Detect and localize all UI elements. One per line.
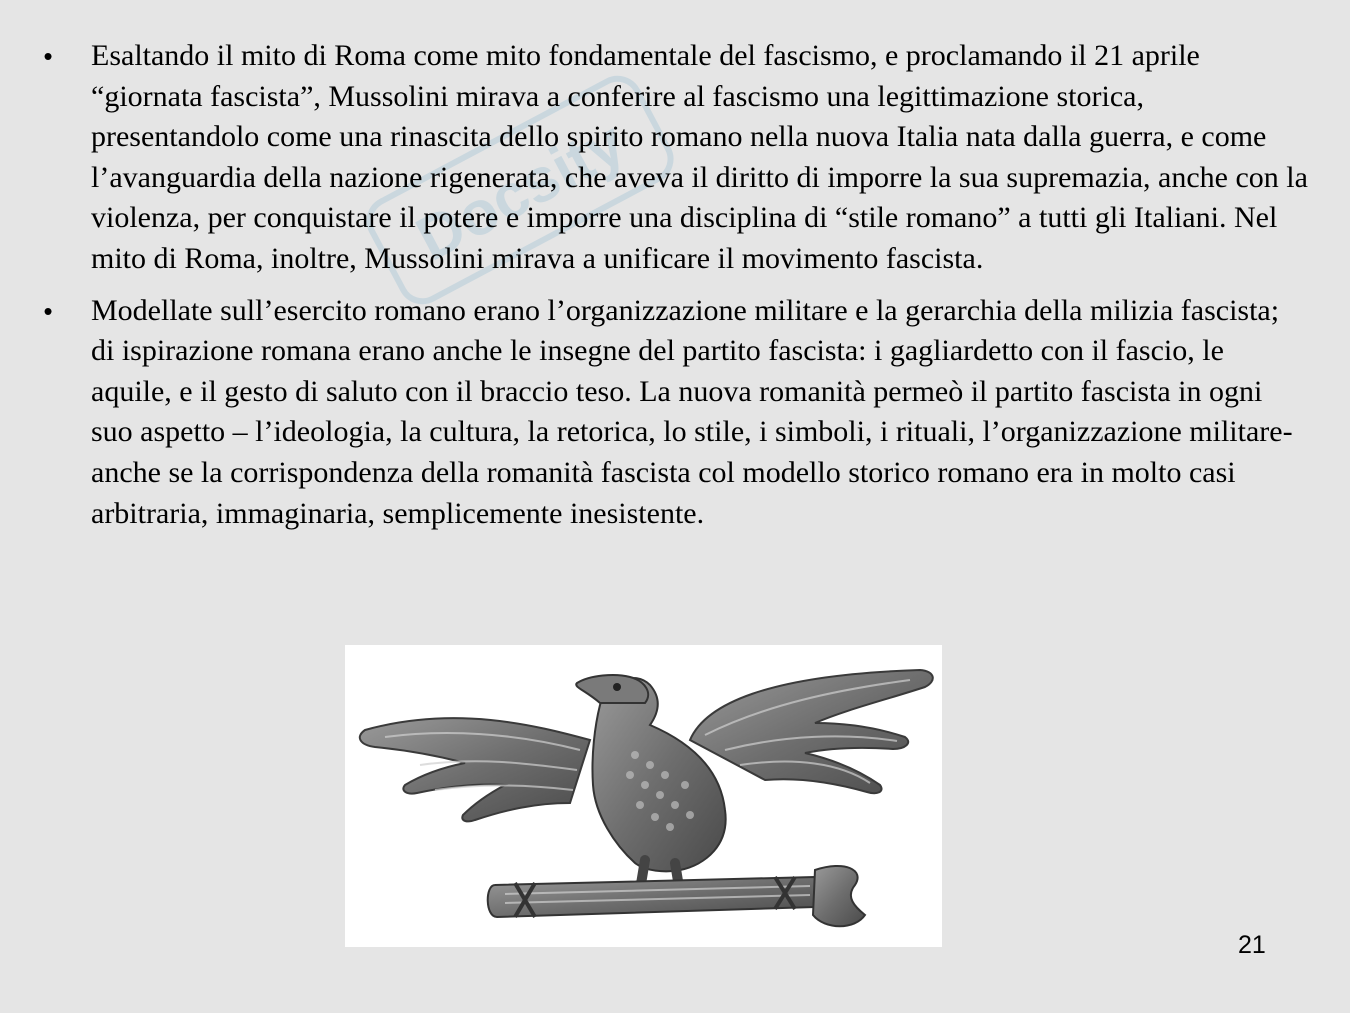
bullet-text: Esaltando il mito di Roma come mito fondamentale del fascismo, e proclamando il 21 aprile “giornata fascista”, Mussolini mirava a conferire al fascismo una legittimazione storica, presentandolo come una rinascita dello spirito romano nella nuova Italia nata dalla guerra, e come l’avanguardia della nazione rigenerata, che aveva il diritto di imporre la sua supremazia, anche con la violenza, per conquistare il potere e imporre una disciplina di “stile romano” a tutti gli Italiani. Nel mito di Roma, inoltre, Mussolini mirava a unificare il movimento fascista. (91, 39, 1308, 275)
page-number: 21 (1238, 931, 1266, 959)
bullet-marker: • (43, 41, 53, 71)
bullet-item-1 (38, 36, 1308, 280)
watermark-text: Docsity (405, 108, 636, 275)
bullet-marker: • (43, 295, 53, 326)
eagle-badge-image (345, 645, 942, 947)
bullet-item-2 (38, 291, 1308, 535)
bullet-list (38, 36, 1308, 545)
bullet-text: Modellate sull’esercito romano erano l’organizzazione militare e la gerarchia della milizia fascista; di ispirazione romana erano anche le insegne del partito fascista: i gagliardetto con il fascio, le aquile, e il gesto di saluto con il braccio teso. La nuova romanità permeò il partito fascista in ogni suo aspetto – l’ideologia, la cultura, la retorica, lo stile, i simboli, i rituali, l’organizzazione militare- anche se la corrispondenza della romanità fascista col modello storico romano era in molto casi arbitraria, immaginaria, semplicemente inesistente. (91, 293, 1293, 530)
eagle-icon (345, 645, 942, 947)
